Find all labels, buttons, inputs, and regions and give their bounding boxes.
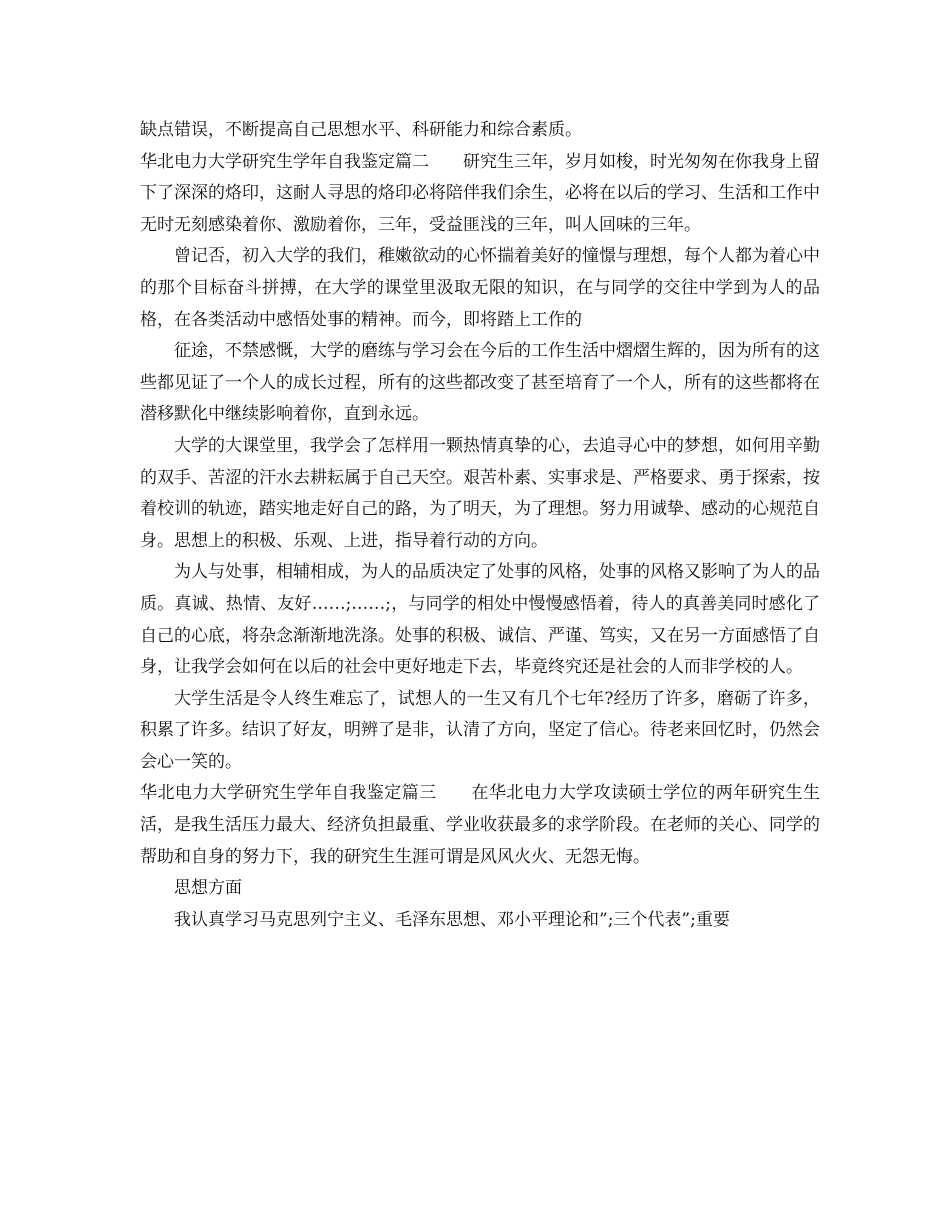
paragraph-section-three: 华北电力大学研究生学年自我鉴定篇三 在华北电力大学攻读硕士学位的两年研究生生活，是我生活压力最大、经济负担最重、学业收获最多的求学阶段。在老师的关心、同学的帮助和自身的努力下，我的研究生生涯可谓是风风火火、无怨无悔。: [140, 783, 820, 867]
paragraph-section-two: 华北电力大学研究生学年自我鉴定篇二 研究生三年，岁月如梭，时光匆匆在你我身上留下了深深的烙印，这耐人寻思的烙印必将陪伴我们余生，必将在以后的学习、生活和工作中无时无刻感染着你、激励着你，三年，受益匪浅的三年，叫人回味的三年。: [140, 151, 820, 235]
paragraph-conduct: 为人与处事，相辅相成，为人的品质决定了处事的风格，处事的风格又影响了为人的品质。真诚、热情、友好……;……;，与同学的相处中慢慢感悟着，待人的真善美同时感化了自己的心底，将杂念渐渐地洗涤。处事的积极、诚信、严谨、笃实，又在另一方面感悟了自身，让我学会如何在以后的社会中更好地走下去，毕竟终究还是社会的人而非学校的人。: [140, 562, 820, 678]
paragraph-ideology: 我认真学习马克思列宁主义、毛泽东思想、邓小平理论和”;三个代表”;重要: [174, 909, 730, 930]
document-body: [140, 115, 820, 936]
paragraph-classroom: 大学的大课堂里，我学会了怎样用一颗热情真挚的心，去追寻心中的梦想，如何用辛勤的双手、苦涩的汗水去耕耘属于自己天空。艰苦朴素、实事求是、严格要求、勇于探索，按着校训的轨迹，踏实地走好自己的路，为了明天，为了理想。努力用诚挚、感动的心规范自身。思想上的积极、乐观、上进，指导着行动的方向。: [140, 435, 820, 551]
paragraph-memory: 曾记否，初入大学的我们，稚嫩欲动的心怀揣着美好的憧憬与理想，每个人都为着心中的那个目标奋斗拼搏，在大学的课堂里汲取无限的知识，在与同学的交往中学到为人的品格，在各类活动中感悟处事的精神。而今，即将踏上工作的: [140, 246, 820, 330]
paragraph-college-life: 大学生活是令人终生难忘了，试想人的一生又有几个七年?经历了许多，磨砺了许多，积累了许多。结识了好友，明辨了是非，认清了方向，坚定了信心。待老来回忆时，仍然会会心一笑的。: [140, 688, 820, 772]
subheading-ideology: 思想方面: [174, 878, 242, 899]
paragraph-continuation: 缺点错误，不断提高自己思想水平、科研能力和综合素质。: [140, 120, 582, 140]
paragraph-journey: 征途，不禁感慨，大学的磨练与学习会在今后的工作生活中熠熠生辉的，因为所有的这些都见证了一个人的成长过程，所有的这些都改变了甚至培育了一个人，所有的这些都将在潜移默化中继续影响着你，直到永远。: [140, 341, 820, 425]
